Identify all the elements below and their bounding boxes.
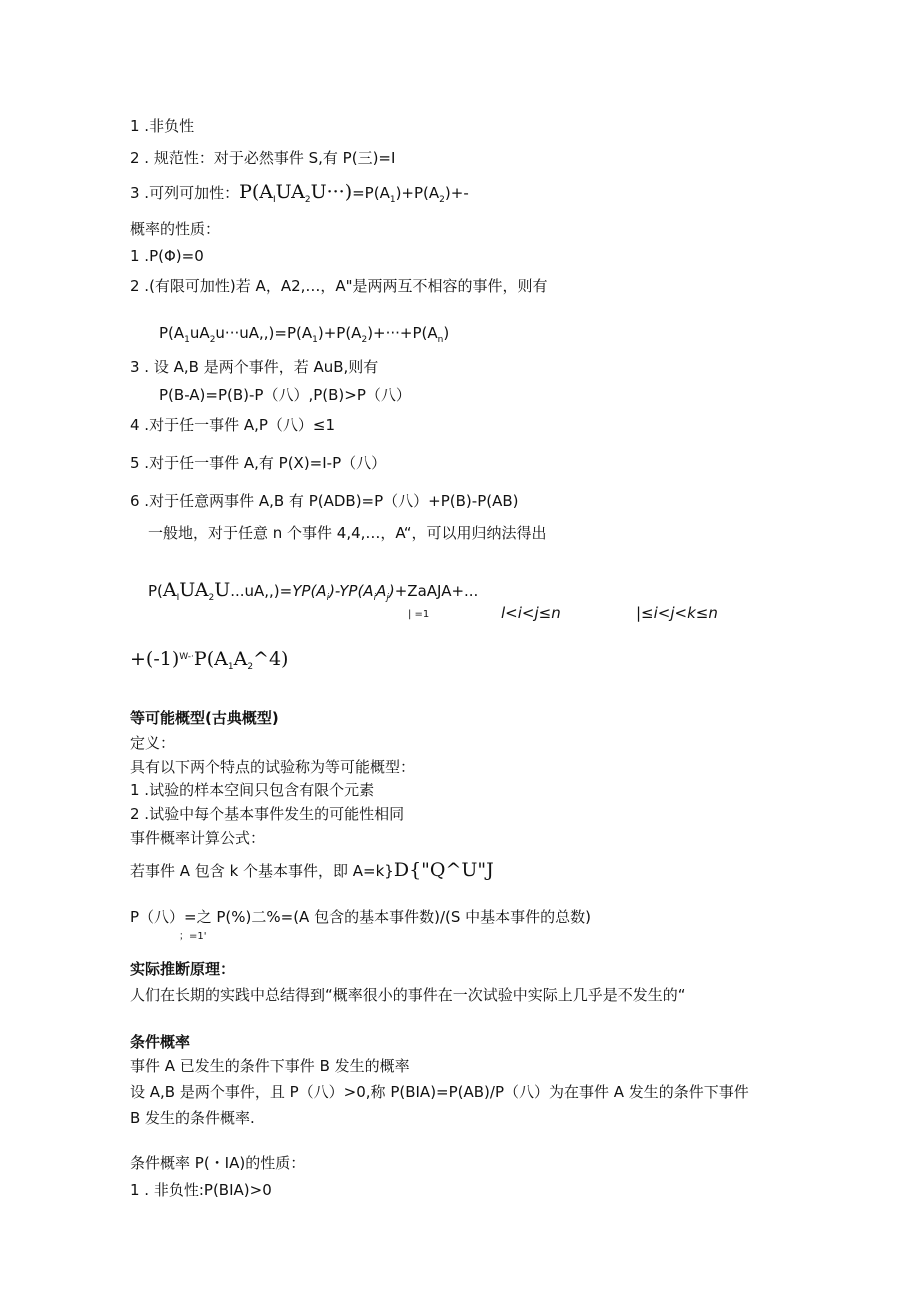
classical-formula-1: 若事件 A 包含 k 个基本事件，即 A=k}D{"Q^U"J bbox=[130, 859, 494, 881]
sum-limit-3: |≤i<j<k≤n bbox=[636, 604, 718, 622]
property-empty-set: 1 .P(Φ)=0 bbox=[130, 247, 204, 265]
conditional-definition-cont: B 发生的条件概率. bbox=[130, 1109, 255, 1127]
finite-additivity-formula: $P(A_1uA_2u\cdot\cdot\cdot uA,,)=P(A_1)+P(A_2)+\cdot\cdot\cdot+P(A_n)$ bbox=[159, 324, 450, 345]
conditional-property-nonnegativity: 1 . 非负性:P(BIA)>0 bbox=[130, 1181, 272, 1199]
property-subset: 3 . 设 A,B 是两个事件，若 AuB,则有 bbox=[130, 358, 379, 376]
inclusion-exclusion-last-term: $+(-1)^{W-\cdot}P(A_1A_2\^{}4)$ bbox=[130, 648, 289, 672]
property-addition: 6 .对于任意两事件 A,B 有 P(ADB)=P（八）+P(B)-P(AB) bbox=[130, 492, 519, 510]
classical-formula-heading: 事件概率计算公式： bbox=[130, 829, 266, 847]
sum-limit-1: | =1 bbox=[408, 609, 430, 620]
general-statement: 一般地，对于任意 n 个事件 4,4,…，A“，可以用归纳法得出 bbox=[148, 524, 547, 542]
classical-definition-label: 定义： bbox=[130, 734, 176, 752]
classical-description: 具有以下两个特点的试验称为等可能概型： bbox=[130, 758, 416, 776]
classical-feature-1: 1 .试验的样本空间只包含有限个元素 bbox=[130, 781, 375, 799]
property-upper-bound: 4 .对于任一事件 A,P（八）≤1 bbox=[130, 416, 336, 434]
inference-title: 实际推断原理： bbox=[130, 960, 236, 978]
inclusion-exclusion-formula: $P(A_IUA_2U...uA,,)=YP(A_i)-YP(A_iA_j)+ZaAJA+$... bbox=[148, 579, 479, 603]
conditional-title: 条件概率 bbox=[130, 1033, 191, 1051]
properties-heading: 概率的性质： bbox=[130, 220, 221, 238]
axiom-normalization: 2 . 规范性：对于必然事件 S,有 P(三)=I bbox=[130, 149, 396, 167]
classical-feature-2: 2 .试验中每个基本事件发生的可能性相同 bbox=[130, 805, 405, 823]
axiom-nonnegativity: 1 .非负性 bbox=[130, 117, 195, 135]
inference-text: 人们在长期的实践中总结得到“概率很小的事件在一次试验中实际上几乎是不发生的“ bbox=[130, 986, 686, 1004]
conditional-definition: 设 A,B 是两个事件，且 P（八）>0,称 P(BIA)=P(AB)/P（八）为在事件 A 发生的条件下事件 bbox=[130, 1083, 749, 1101]
conditional-properties-heading: 条件概率 P(・IA)的性质： bbox=[130, 1154, 306, 1172]
classical-formula-2: P（八）=之 P(%)二%=(A 包含的基本事件数)/(S 中基本事件的总数) bbox=[130, 908, 591, 926]
sum-limit-2: l<i<j≤n bbox=[501, 604, 561, 622]
property-finite-additivity: 2 .(有限可加性)若 A，A2,…，A"是两两互不相容的事件，则有 bbox=[130, 277, 548, 295]
classical-title: 等可能概型(古典概型) bbox=[130, 709, 279, 727]
conditional-description: 事件 A 已发生的条件下事件 B 发生的概率 bbox=[130, 1057, 410, 1075]
property-complement: 5 .对于任一事件 A,有 P(X)=I-P（八） bbox=[130, 454, 387, 472]
subset-formula: P(B-A)=P(B)-P（八）,P(B)>P（八） bbox=[159, 386, 411, 404]
classical-formula-2-limit: ；=1' bbox=[179, 931, 207, 942]
axiom-countable-additivity: 3 .可列可加性：$P(A_IUA_2U\cdot\cdot\cdot)=P(A_1)+P(A_2)+-$ bbox=[130, 181, 469, 205]
